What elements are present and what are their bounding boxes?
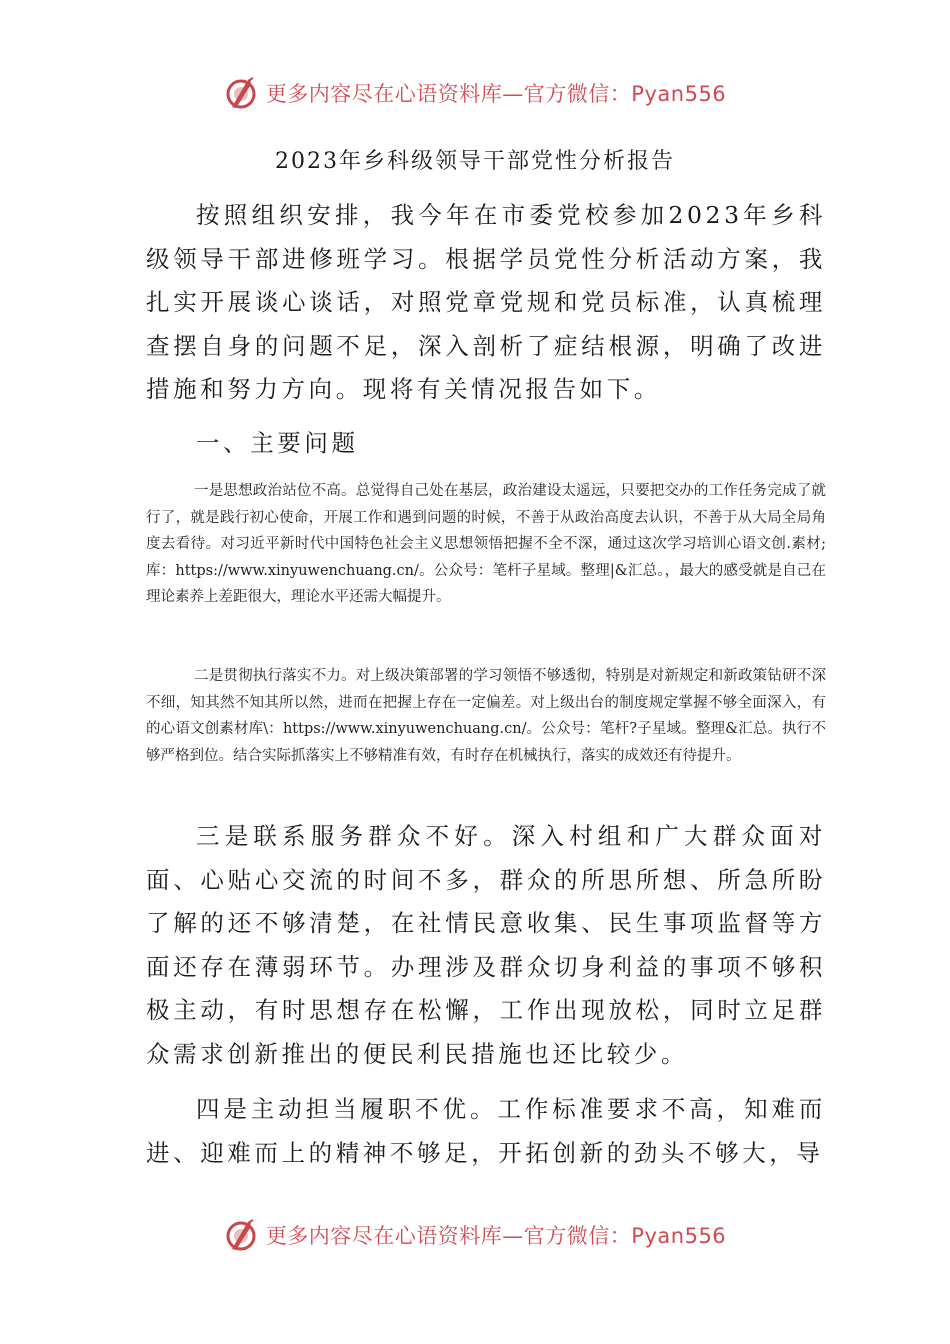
problem-two-paragraph: 二是贯彻执行落实不力。对上级决策部署的学习领悟不够透彻，特别是对新规定和新政策钻研不深不细，知其然不知其所以然，进而在把握上存在一定偏差。对上级出台的制度规定掌握不够全面深入，有的心语文创素材库\：https://www.xinyuwenchuang.cn/。公众号：笔杆?子星域。整理&汇总。执行不够严格到位。结合实际抓落实上不够精准有效，有时存在机械执行，落实的成效还有待提升。 bbox=[146, 668, 826, 764]
problem-one-paragraph: 一是思想政治站位不高。总觉得自己处在基层，政治建设太遥远，只要把交办的工作任务完成了就行了，就是践行初心使命，开展工作和遇到问题的时候，不善于从政治高度去认识，不善于从大局全局角度去看待。对习近平新时代中国特色社会主义思想领悟把握不全不深，通过这次学习培训心语文创.素材;库：https://www.xinyuwenchuang.cn/。公众号：笔杆子星域。整理|&汇总。，最大的感受就是自己在理论素养上差距很大，理论水平还需大幅提升。 bbox=[146, 483, 826, 605]
pen-logo-icon bbox=[224, 1217, 260, 1253]
section-heading: 一、主要问题 bbox=[196, 429, 359, 457]
intro-paragraph: 按照组织安排，我今年在市委党校参加2023年乡科级领导干部进修班学习。根据学员党性分析活动方案，我扎实开展谈心谈话，对照党章党规和党员标准，认真梳理查摆自身的问题不足，深入剖析了症结根源，明确了改进措施和努力方向。现将有关情况报告如下。 bbox=[146, 201, 826, 403]
header-banner bbox=[0, 68, 950, 118]
problem-three-paragraph: 三是联系服务群众不好。深入村组和广大群众面对面、心贴心交流的时间不多，群众的所思所想、所急所盼了解的还不够清楚，在社情民意收集、民生事项监督等方面还存在薄弱环节。办理涉及群众切身利益的事项不够积极主动，有时思想存在松懈，工作出现放松，同时立足群众需求创新推出的便民利民措施也还比较少。 bbox=[146, 822, 826, 1068]
document-title: 2023年乡科级领导干部党性分析报告 bbox=[275, 149, 675, 174]
pen-logo-icon bbox=[224, 75, 260, 111]
banner-text: 更多内容尽在心语资料库—官方微信：Pyan556 bbox=[265, 82, 727, 106]
footer-banner bbox=[0, 1210, 950, 1260]
banner-text: 更多内容尽在心语资料库—官方微信：Pyan556 bbox=[265, 1224, 727, 1248]
problem-four-paragraph: 四是主动担当履职不优。工作标准要求不高，知难而进、迎难而上的精神不够足，开拓创新的劲头不够大，导 bbox=[146, 1095, 826, 1167]
